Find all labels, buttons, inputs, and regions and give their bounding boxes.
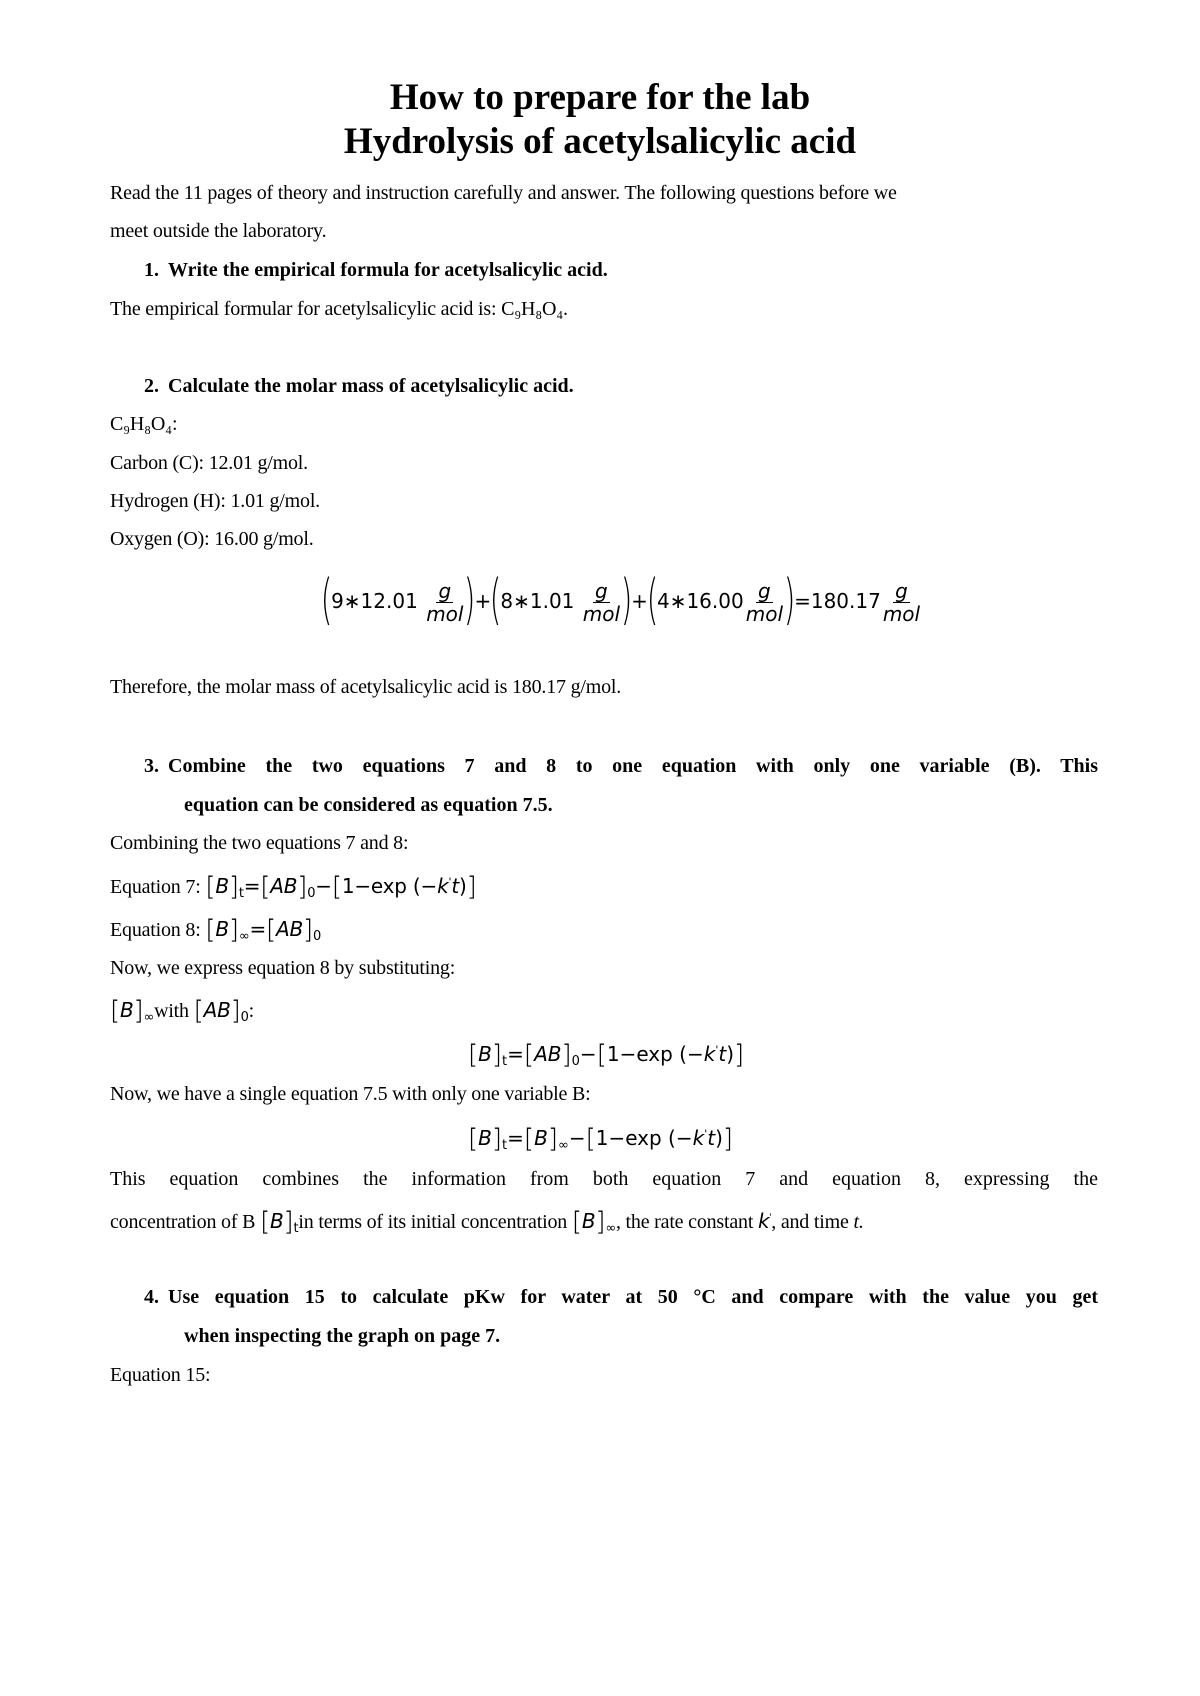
equation-8: Equation 8: $[B]_\infty=[AB]_0$ bbox=[110, 915, 322, 945]
q4-number: 4. bbox=[144, 1286, 159, 1308]
q3-number: 3. bbox=[144, 755, 159, 777]
molar-mass-equation: (9∗12.01 $\frac{g}{\text{mol}}$ )+(8∗1.01 $\frac{g}{\text{mol}}$ )+(4∗16.00 $\frac{g}{\text{mol}}$ )=180.17 $\frac{g}{\text{mol}}$ bbox=[320, 568, 921, 631]
substitution-line: $[B]_\infty with$ $[AB]_0$: bbox=[110, 996, 255, 1026]
q3-now-express: Now, we express equation 8 by substituting: bbox=[110, 957, 456, 979]
q1-answer: The empirical formular for acetylsalicylic acid is: C₉H₈O₄. bbox=[110, 298, 568, 320]
q2-formula: C₉H₈O₄: bbox=[110, 413, 178, 435]
equation-7: Equation 7: $[B]_t=[AB]_0-[1-\exp$ (−k't)] bbox=[110, 872, 477, 902]
q4-equation-15: Equation 15: bbox=[110, 1364, 211, 1386]
q4-text-line-2: when inspecting the graph on page 7. bbox=[184, 1325, 501, 1347]
q2-number: 2. bbox=[144, 375, 159, 397]
q2-carbon: Carbon (C): 12.01 g/mol. bbox=[110, 452, 308, 474]
q3-explanation-line-2: concentration of B $[B]_tin$ terms of its initial concentration $[B]_\infty$, the rate constant k', and time t. bbox=[110, 1207, 864, 1237]
centered-equation-2: $[B]_t=[B]_\infty-[1-\exp$ (−k't)] bbox=[468, 1124, 734, 1154]
title-line-2: Hydrolysis of acetylsalicylic acid bbox=[343, 121, 857, 162]
q2-oxygen: Oxygen (O): 16.00 g/mol. bbox=[110, 528, 314, 550]
q1-text: Write the empirical formula for acetylsalicylic acid. bbox=[168, 259, 608, 281]
intro-line-1: Read the 11 pages of theory and instruction carefully and answer. The following questions before we bbox=[110, 182, 897, 204]
title-line-1: How to prepare for the lab bbox=[389, 77, 811, 118]
q3-text-line-2: equation can be considered as equation 7.5. bbox=[184, 794, 553, 816]
q3-explanation-line-1: This equation combines the information from both equation 7 and equation 8, expressing the bbox=[110, 1168, 1098, 1190]
q3-combining: Combining the two equations 7 and 8: bbox=[110, 832, 409, 854]
q4-text-line-1: Use equation 15 to calculate pKw for water at 50 °C and compare with the value you get bbox=[168, 1286, 1098, 1308]
intro-line-2: meet outside the laboratory. bbox=[110, 220, 327, 242]
q2-hydrogen: Hydrogen (H): 1.01 g/mol. bbox=[110, 490, 320, 512]
centered-equation-1: $[B]_t=[AB]_0-[1-\exp$ (−k't)] bbox=[468, 1040, 745, 1070]
q3-text-line-1: Combine the two equations 7 and 8 to one equation with only one variable (B). This bbox=[168, 755, 1098, 777]
q1-number: 1. bbox=[144, 259, 159, 281]
q3-now-single: Now, we have a single equation 7.5 with only one variable B: bbox=[110, 1083, 591, 1105]
q2-conclusion: Therefore, the molar mass of acetylsalicylic acid is 180.17 g/mol. bbox=[110, 676, 622, 698]
q2-text: Calculate the molar mass of acetylsalicylic acid. bbox=[168, 375, 574, 397]
